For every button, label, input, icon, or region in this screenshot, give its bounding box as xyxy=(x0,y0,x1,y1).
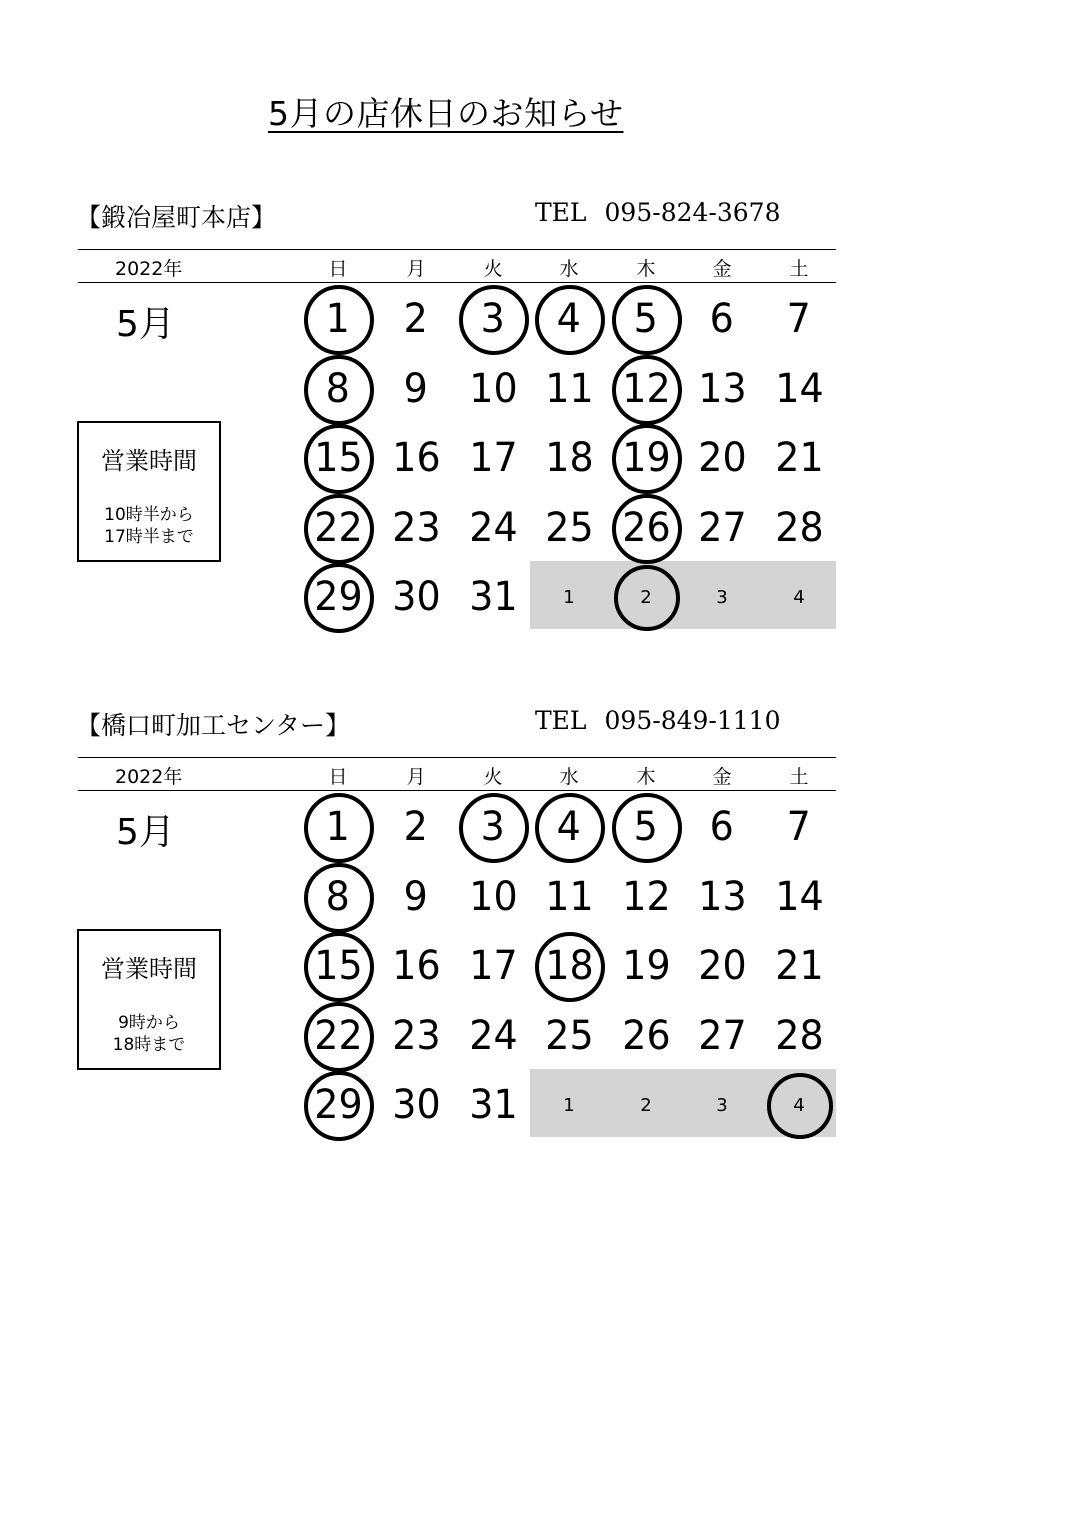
calendar-day xyxy=(300,354,376,424)
business-hours-line: 9時から xyxy=(118,1013,180,1033)
calendar-day xyxy=(761,1001,837,1071)
day-number: 4 xyxy=(556,804,582,850)
calendar-day xyxy=(300,423,376,493)
calendar-day xyxy=(455,423,531,493)
day-number: 22 xyxy=(313,1012,363,1059)
calendar-day xyxy=(378,284,454,354)
calendar-month: 5月 xyxy=(116,812,175,853)
calendar-day xyxy=(300,284,376,354)
calendar-day xyxy=(455,1070,531,1140)
tel-label: TEL xyxy=(535,706,587,735)
calendar-day xyxy=(300,862,376,932)
business-hours-box xyxy=(77,421,221,562)
day-number: 14 xyxy=(774,873,824,920)
calendar-day xyxy=(684,862,760,932)
day-number: 18 xyxy=(544,435,594,481)
calendar-day xyxy=(684,423,760,493)
calendar-day xyxy=(761,354,837,424)
day-number: 7 xyxy=(786,296,812,342)
day-number: 15 xyxy=(313,435,363,481)
calendar-day xyxy=(378,931,454,1001)
business-hours-line: 18時まで xyxy=(112,1035,186,1055)
next-month-day: 2 xyxy=(640,1094,652,1116)
day-number: 14 xyxy=(774,365,824,412)
calendar-day xyxy=(761,862,837,932)
calendar-day xyxy=(608,1001,684,1071)
day-number: 16 xyxy=(391,435,441,481)
day-number: 2 xyxy=(403,804,429,850)
calendar-day xyxy=(300,562,376,632)
day-number: 17 xyxy=(468,435,518,481)
calendar-day xyxy=(684,493,760,563)
day-number: 27 xyxy=(697,504,747,551)
weekday-header: 木 xyxy=(636,766,656,788)
calendar-day xyxy=(684,792,760,862)
calendar-day xyxy=(684,354,760,424)
tel-label: TEL xyxy=(535,198,587,227)
day-number: 20 xyxy=(697,943,747,989)
weekday-header: 土 xyxy=(789,766,809,788)
calendar-day xyxy=(455,1001,531,1071)
calendar-day xyxy=(378,1001,454,1071)
business-hours-line: 17時半まで xyxy=(104,527,194,547)
calendar-day xyxy=(608,354,684,424)
calendar-day xyxy=(455,562,531,632)
day-number: 11 xyxy=(544,365,594,412)
next-month-day: 1 xyxy=(563,1094,575,1116)
day-number: 21 xyxy=(774,435,824,481)
calendar-year: 2022年 xyxy=(115,766,183,788)
business-hours-title: 営業時間 xyxy=(101,447,197,475)
calendar-day xyxy=(608,931,684,1001)
store-name: 【橋口町加工センター】 xyxy=(76,711,351,740)
day-number: 28 xyxy=(774,504,824,551)
calendar-day xyxy=(761,931,837,1001)
calendar-day xyxy=(531,931,607,1001)
calendar-day xyxy=(761,423,837,493)
calendar-year: 2022年 xyxy=(115,258,183,280)
calendar-day xyxy=(608,792,684,862)
day-number: 20 xyxy=(697,435,747,481)
tel-number: 095-849-1110 xyxy=(604,706,781,735)
day-number: 6 xyxy=(709,296,735,342)
day-number: 19 xyxy=(621,943,671,989)
day-number: 6 xyxy=(709,804,735,850)
day-number: 23 xyxy=(391,504,441,551)
weekday-header: 水 xyxy=(559,766,579,788)
day-number: 26 xyxy=(621,504,671,551)
day-number: 1 xyxy=(325,296,351,342)
day-number: 22 xyxy=(313,504,363,551)
calendar-day xyxy=(378,1070,454,1140)
calendar-day xyxy=(455,931,531,1001)
day-number: 30 xyxy=(391,1082,441,1128)
next-month-day: 3 xyxy=(716,1094,728,1116)
day-number: 26 xyxy=(621,1012,671,1059)
day-number: 13 xyxy=(697,365,747,412)
day-number: 9 xyxy=(403,873,429,920)
day-number: 3 xyxy=(480,296,506,342)
calendar-day xyxy=(608,493,684,563)
next-month-day: 2 xyxy=(640,586,652,608)
day-number: 29 xyxy=(313,574,363,620)
weekday-header: 金 xyxy=(712,258,732,280)
day-number: 25 xyxy=(544,1012,594,1059)
day-number: 21 xyxy=(774,943,824,989)
day-number: 12 xyxy=(621,873,671,920)
weekday-header: 土 xyxy=(789,258,809,280)
next-month-day: 3 xyxy=(716,586,728,608)
weekday-header: 火 xyxy=(483,258,503,280)
weekday-header: 水 xyxy=(559,258,579,280)
weekday-header: 金 xyxy=(712,766,732,788)
business-hours-box xyxy=(77,929,221,1070)
calendar-day xyxy=(531,1001,607,1071)
calendar-day xyxy=(378,354,454,424)
business-hours-title: 営業時間 xyxy=(101,955,197,983)
day-number: 17 xyxy=(468,943,518,989)
day-number: 1 xyxy=(325,804,351,850)
calendar-day xyxy=(300,493,376,563)
calendar-day xyxy=(378,562,454,632)
business-hours-line: 10時半から xyxy=(104,505,194,525)
day-number: 19 xyxy=(621,435,671,481)
calendar-day xyxy=(455,493,531,563)
weekday-header: 日 xyxy=(328,766,348,788)
calendar-day xyxy=(300,792,376,862)
calendar-day xyxy=(300,1070,376,1140)
day-number: 10 xyxy=(468,873,518,920)
day-number: 18 xyxy=(544,943,594,989)
day-number: 31 xyxy=(468,1082,518,1128)
calendar-month: 5月 xyxy=(116,304,175,345)
calendar-day xyxy=(531,862,607,932)
calendar-day xyxy=(531,284,607,354)
calendar-day xyxy=(761,792,837,862)
calendar-day xyxy=(761,284,837,354)
calendar-day xyxy=(531,423,607,493)
weekday-header: 木 xyxy=(636,258,656,280)
calendar-day xyxy=(455,862,531,932)
day-number: 25 xyxy=(544,504,594,551)
calendar-day xyxy=(531,354,607,424)
calendar-day xyxy=(378,493,454,563)
header-top-rule xyxy=(78,249,836,250)
calendar-day xyxy=(684,284,760,354)
next-month-day: 4 xyxy=(793,1094,805,1116)
weekday-header: 月 xyxy=(406,258,426,280)
day-number: 24 xyxy=(468,504,518,551)
day-number: 13 xyxy=(697,873,747,920)
day-number: 8 xyxy=(325,365,351,412)
next-month-day: 4 xyxy=(793,586,805,608)
day-number: 23 xyxy=(391,1012,441,1059)
day-number: 30 xyxy=(391,574,441,620)
calendar-day xyxy=(608,284,684,354)
next-month-day: 1 xyxy=(563,586,575,608)
day-number: 3 xyxy=(480,804,506,850)
day-number: 8 xyxy=(325,873,351,920)
calendar-day xyxy=(455,354,531,424)
day-number: 5 xyxy=(633,804,659,850)
day-number: 31 xyxy=(468,574,518,620)
day-number: 12 xyxy=(621,365,671,412)
calendar-day xyxy=(455,284,531,354)
page-title: 5月の店休日のお知らせ xyxy=(268,94,624,133)
calendar-day xyxy=(761,493,837,563)
calendar-day xyxy=(378,862,454,932)
weekday-header: 月 xyxy=(406,766,426,788)
calendar-day xyxy=(378,423,454,493)
day-number: 15 xyxy=(313,943,363,989)
store-name: 【鍛冶屋町本店】 xyxy=(76,203,277,232)
day-number: 9 xyxy=(403,365,429,412)
calendar-day xyxy=(608,423,684,493)
calendar-day xyxy=(455,792,531,862)
store-tel xyxy=(535,198,780,227)
day-number: 4 xyxy=(556,296,582,342)
calendar-day xyxy=(531,792,607,862)
calendar-day xyxy=(300,1001,376,1071)
day-number: 28 xyxy=(774,1012,824,1059)
day-number: 27 xyxy=(697,1012,747,1059)
calendar-day xyxy=(300,931,376,1001)
weekday-header: 火 xyxy=(483,766,503,788)
day-number: 11 xyxy=(544,873,594,920)
calendar-day xyxy=(684,1001,760,1071)
header-bottom-rule xyxy=(78,790,836,791)
header-top-rule xyxy=(78,757,836,758)
day-number: 16 xyxy=(391,943,441,989)
day-number: 24 xyxy=(468,1012,518,1059)
header-bottom-rule xyxy=(78,282,836,283)
day-number: 29 xyxy=(313,1082,363,1128)
day-number: 5 xyxy=(633,296,659,342)
store-tel xyxy=(535,706,780,735)
weekday-header: 日 xyxy=(328,258,348,280)
calendar-day xyxy=(378,792,454,862)
tel-number: 095-824-3678 xyxy=(604,198,781,227)
calendar-day xyxy=(684,931,760,1001)
day-number: 2 xyxy=(403,296,429,342)
calendar-day xyxy=(531,493,607,563)
day-number: 10 xyxy=(468,365,518,412)
day-number: 7 xyxy=(786,804,812,850)
calendar-day xyxy=(608,862,684,932)
